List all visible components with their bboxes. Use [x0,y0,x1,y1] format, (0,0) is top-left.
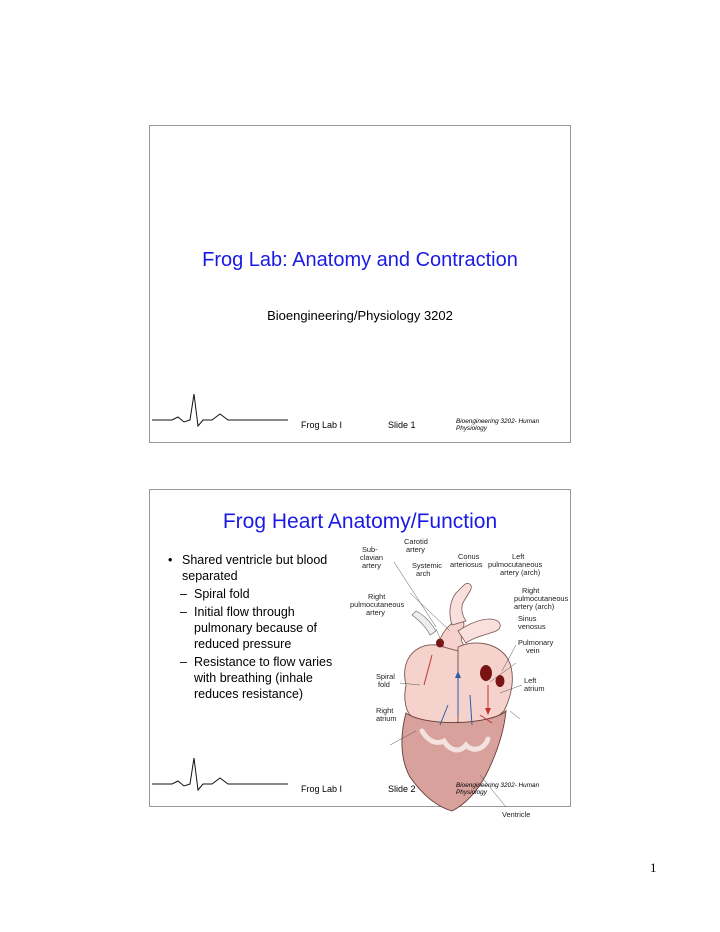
sub-bullet-3: – Resistance to flow varies with breathing (inhale reduces resistance) [168,654,348,702]
label-spiral-fold: Spiral [376,672,395,681]
label-left-atrium: atrium [524,684,545,693]
ecg-trace-icon [150,390,288,430]
slide-2-footer-mid: Slide 2 [388,784,416,794]
slide-2 [149,489,571,819]
label-carotid: artery [406,545,425,554]
label-subclavian: artery [362,561,381,570]
sub-bullet-1: – Spiral fold [168,586,348,602]
label-subclavian: clavian [360,553,384,562]
slide-1-footer-mid: Slide 1 [388,420,416,430]
ecg-trace-icon [150,754,288,794]
label-sinus-venosus: venosus [518,622,546,631]
label-right-pulm-arch: artery (arch) [514,602,555,611]
page-number: 1 [650,860,657,875]
slide-2-footer-left: Frog Lab I [301,784,343,794]
label-right-pulm-arch: pulmocutaneous [514,594,569,603]
slide-1-footer-left: Frog Lab I [301,420,343,430]
frog-heart-diagram [340,535,570,819]
slide-1-subtitle: Bioengineering/Physiology 3202 [267,308,453,323]
label-sinus-venosus: Sinus [518,614,537,623]
slide-1 [149,125,571,443]
label-conus: arteriosus [450,560,483,569]
label-spiral-fold: fold [378,680,390,689]
label-ventricle: Ventricle [502,810,531,819]
slide-1-title: Frog Lab: Anatomy and Contraction [202,249,518,271]
slide-1-footer-right: Bioengineering 3202- Human Physiology [456,418,540,432]
label-conus: Conus [458,552,480,561]
label-right-pulm-arch: Right [522,586,540,595]
label-right-pulmocutaneous: pulmocutaneous [350,600,405,609]
label-right-pulmocutaneous: Right [368,592,386,601]
label-left-pulmocutaneous: Left [512,552,525,561]
label-right-pulmocutaneous: artery [366,608,385,617]
label-subclavian: Sub- [362,545,378,554]
label-systemic-arch: arch [416,569,431,578]
label-right-atrium: atrium [376,714,397,723]
bullet-1: • Shared ventricle but blood separated [168,552,348,584]
sub-bullet-2: – Initial flow through pulmonary because of reduced pressure [168,604,348,652]
label-systemic-arch: Systemic [412,561,442,570]
label-carotid: Carotid [404,537,428,546]
label-left-pulmocutaneous: pulmocutaneous [488,560,543,569]
label-left-atrium: Left [524,676,537,685]
slide-2-footer-right: Bioengineering 3202- Human Physiology [456,782,540,796]
slide-2-title: Frog Heart Anatomy/Function [222,510,498,533]
label-pulmonary-vein: Pulmonary [518,638,554,647]
label-left-pulmocutaneous: artery (arch) [500,568,541,577]
label-right-atrium: Right [376,706,394,715]
slide-2-bullets [168,552,348,702]
label-pulmonary-vein: vein [526,646,540,655]
